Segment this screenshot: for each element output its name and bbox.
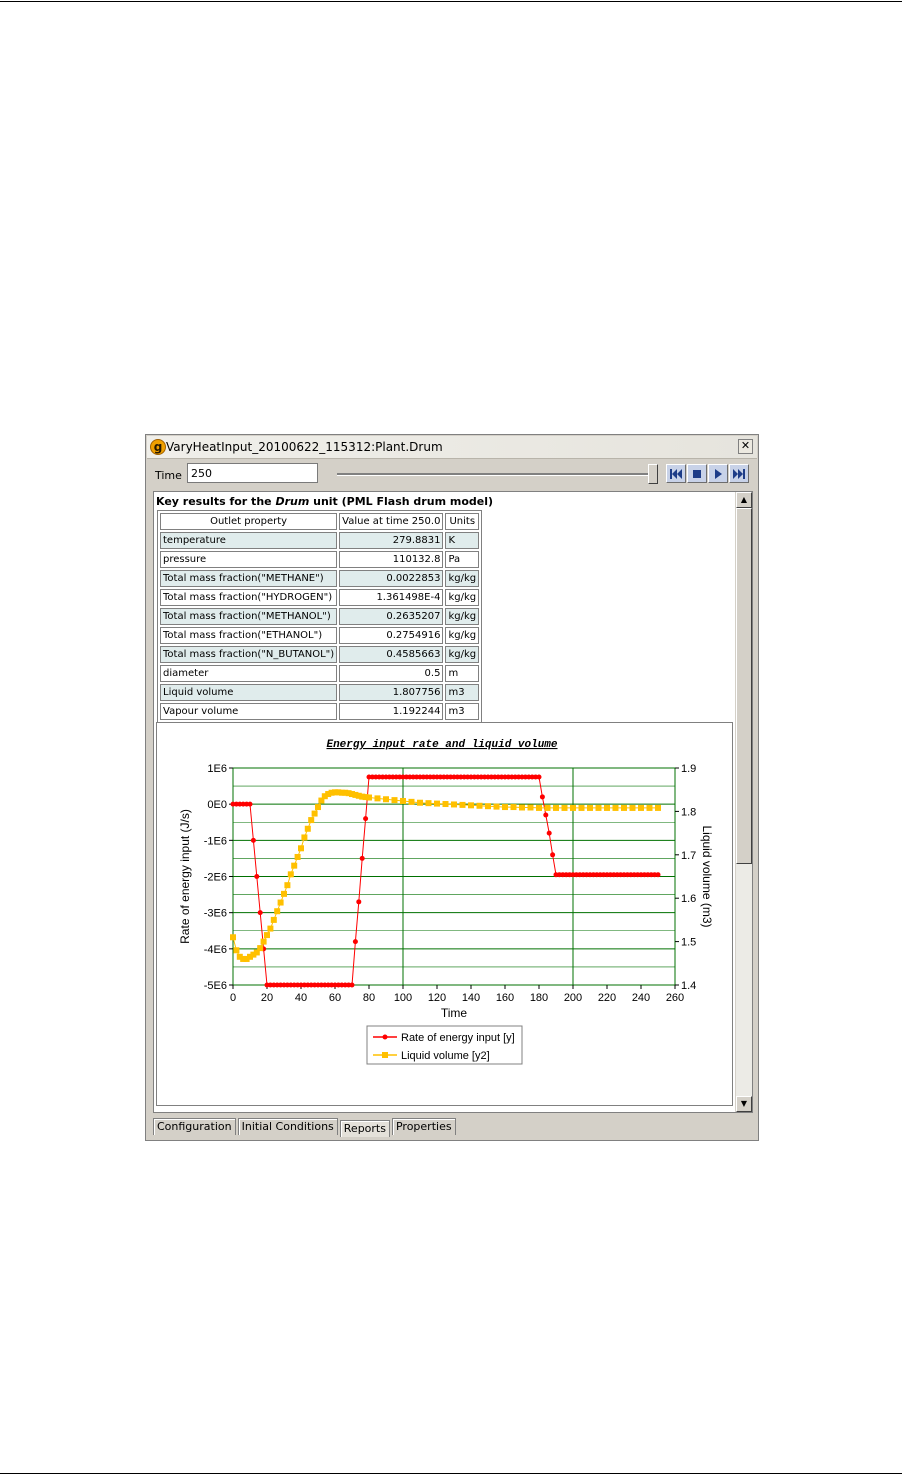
data-point-liquid-volume <box>267 926 273 932</box>
stop-button[interactable] <box>687 464 707 483</box>
value-cell: 1.361498E-4 <box>339 589 443 606</box>
report-heading-unit: Drum <box>275 495 310 508</box>
data-point-liquid-volume <box>570 805 576 811</box>
x-tick-label: 240 <box>631 992 651 1004</box>
y2-tick-label: 1.8 <box>681 806 697 819</box>
data-point-liquid-volume <box>638 805 644 811</box>
x-tick-label: 140 <box>461 992 481 1004</box>
chart-panel <box>156 722 733 1106</box>
data-point-energy-input <box>360 856 365 861</box>
drum-window <box>145 434 759 1141</box>
fast-forward-icon <box>733 469 745 479</box>
legend-entry: Rate of energy input [y] <box>401 1032 515 1044</box>
y-tick-label: 0E0 <box>207 799 227 812</box>
y-tick-label: 1E6 <box>207 763 227 775</box>
legend-entry: Liquid volume [y2] <box>401 1050 490 1062</box>
report-heading-suffix: unit (PML Flash drum model) <box>309 495 494 508</box>
x-tick-label: 260 <box>665 992 685 1004</box>
data-point-liquid-volume <box>434 801 440 807</box>
report-pane[interactable] <box>153 491 753 1113</box>
energy-volume-chart <box>157 723 732 1105</box>
data-point-liquid-volume <box>281 891 287 897</box>
data-point-energy-input <box>258 910 263 915</box>
data-point-liquid-volume <box>562 805 568 811</box>
units-cell: kg/kg <box>445 589 479 606</box>
report-heading-prefix: Key results for the <box>156 495 276 508</box>
data-point-liquid-volume <box>278 900 284 906</box>
y2-axis-label: Liquid volume (m3) <box>700 825 714 928</box>
data-point-energy-input <box>543 813 548 818</box>
page-top-rule <box>0 1 902 2</box>
property-cell: Total mass fraction("METHANE") <box>160 570 337 587</box>
property-cell: Total mass fraction("ETHANOL") <box>160 627 337 644</box>
table-header-row <box>160 513 479 530</box>
time-label: Time <box>155 469 182 482</box>
property-cell: temperature <box>160 532 337 549</box>
value-cell: 0.2754916 <box>339 627 443 644</box>
data-point-energy-input <box>254 874 259 879</box>
column-header: Value at time 250.0 <box>339 513 443 530</box>
units-cell: kg/kg <box>445 570 479 587</box>
x-tick-label: 100 <box>393 992 413 1004</box>
data-point-energy-input <box>363 816 368 821</box>
value-cell: 0.4585663 <box>339 646 443 663</box>
y2-tick-label: 1.9 <box>681 763 697 775</box>
rewind-icon <box>670 469 682 479</box>
data-point-energy-input <box>547 831 552 836</box>
data-point-liquid-volume <box>460 802 466 808</box>
data-point-liquid-volume <box>392 797 398 803</box>
x-tick-label: 180 <box>529 992 549 1004</box>
table-row <box>160 665 479 682</box>
property-cell: Total mass fraction("HYDROGEN") <box>160 589 337 606</box>
data-point-liquid-volume <box>655 805 661 811</box>
data-point-energy-input <box>356 899 361 904</box>
data-point-liquid-volume <box>536 805 542 811</box>
value-cell: 1.807756 <box>339 684 443 701</box>
data-point-liquid-volume <box>494 804 500 810</box>
legend-swatch-marker <box>383 1035 388 1040</box>
data-point-liquid-volume <box>477 803 483 809</box>
data-point-energy-input <box>248 802 253 807</box>
data-point-liquid-volume <box>621 805 627 811</box>
data-point-liquid-volume <box>417 800 423 806</box>
tab-configuration[interactable]: Configuration <box>153 1118 236 1135</box>
data-point-energy-input <box>540 794 545 799</box>
data-point-liquid-volume <box>312 811 318 817</box>
scroll-down-button[interactable]: ▼ <box>736 1096 752 1112</box>
rewind-button[interactable] <box>666 464 686 483</box>
table-row <box>160 627 479 644</box>
tab-reports[interactable]: Reports <box>340 1120 390 1137</box>
x-tick-label: 60 <box>328 992 342 1004</box>
window-title: VaryHeatInput_20100622_115312:Plant.Drum <box>166 440 443 454</box>
data-point-liquid-volume <box>511 804 517 810</box>
units-cell: m3 <box>445 684 479 701</box>
units-cell: Pa <box>445 551 479 568</box>
data-point-liquid-volume <box>468 802 474 808</box>
scroll-thumb[interactable] <box>736 508 752 864</box>
results-table <box>157 510 482 723</box>
table-row <box>160 532 479 549</box>
tab-properties[interactable]: Properties <box>392 1118 456 1135</box>
play-icon <box>713 469 723 479</box>
table-row <box>160 684 479 701</box>
data-point-energy-input <box>550 852 555 857</box>
data-point-liquid-volume <box>366 795 372 801</box>
units-cell: m <box>445 665 479 682</box>
data-point-liquid-volume <box>630 805 636 811</box>
table-row <box>160 703 479 720</box>
playback-controls <box>666 464 750 483</box>
data-point-liquid-volume <box>519 804 525 810</box>
data-point-energy-input <box>537 775 542 780</box>
data-point-liquid-volume <box>502 804 508 810</box>
data-point-liquid-volume <box>400 798 406 804</box>
table-row <box>160 551 479 568</box>
time-slider-thumb[interactable] <box>648 464 658 484</box>
property-cell: Vapour volume <box>160 703 337 720</box>
table-row <box>160 608 479 625</box>
y-tick-label: -5E6 <box>203 980 227 992</box>
data-point-energy-input <box>353 939 358 944</box>
column-header: Units <box>445 513 479 530</box>
data-point-energy-input <box>251 838 256 843</box>
units-cell: kg/kg <box>445 608 479 625</box>
data-point-liquid-volume <box>383 796 389 802</box>
value-cell: 0.0022853 <box>339 570 443 587</box>
units-cell: K <box>445 532 479 549</box>
data-point-liquid-volume <box>451 801 457 807</box>
y2-tick-label: 1.7 <box>681 849 697 862</box>
title-bar[interactable] <box>147 436 757 459</box>
x-tick-label: 200 <box>563 992 583 1004</box>
property-cell: Total mass fraction("N_BUTANOL") <box>160 646 337 663</box>
value-cell: 1.192244 <box>339 703 443 720</box>
data-point-energy-input <box>656 872 661 877</box>
table-row <box>160 589 479 606</box>
property-cell: Total mass fraction("METHANOL") <box>160 608 337 625</box>
data-point-liquid-volume <box>271 917 277 923</box>
x-tick-label: 40 <box>294 992 308 1004</box>
data-point-liquid-volume <box>596 805 602 811</box>
tab-initial-conditions[interactable]: Initial Conditions <box>238 1118 338 1135</box>
play-button[interactable] <box>708 464 728 483</box>
data-point-liquid-volume <box>443 801 449 807</box>
y-tick-label: -3E6 <box>203 907 227 920</box>
column-header: Outlet property <box>160 513 337 530</box>
tab-bar <box>153 1118 458 1136</box>
data-point-liquid-volume <box>308 817 314 823</box>
data-point-liquid-volume <box>604 805 610 811</box>
y2-tick-label: 1.4 <box>681 980 697 992</box>
data-point-liquid-volume <box>528 804 534 810</box>
fast-forward-button[interactable] <box>729 464 749 483</box>
data-point-liquid-volume <box>587 805 593 811</box>
x-tick-label: 120 <box>427 992 447 1004</box>
data-point-liquid-volume <box>257 945 263 951</box>
x-axis-label: Time <box>440 1006 468 1020</box>
units-cell: kg/kg <box>445 627 479 644</box>
data-point-liquid-volume <box>291 863 297 869</box>
data-point-liquid-volume <box>230 934 236 940</box>
scroll-up-button[interactable]: ▲ <box>736 492 752 508</box>
data-point-liquid-volume <box>613 805 619 811</box>
stop-icon <box>692 469 702 479</box>
x-tick-label: 220 <box>597 992 617 1004</box>
vertical-scrollbar[interactable] <box>735 492 752 1112</box>
data-point-liquid-volume <box>305 826 311 832</box>
data-point-liquid-volume <box>553 805 559 811</box>
data-point-liquid-volume <box>233 947 239 953</box>
data-point-energy-input <box>350 983 355 988</box>
data-point-liquid-volume <box>261 939 267 945</box>
data-point-liquid-volume <box>579 805 585 811</box>
chart-title: Energy input rate and liquid volume <box>326 739 558 751</box>
page-bottom-rule <box>0 1473 902 1474</box>
data-point-liquid-volume <box>375 795 381 801</box>
data-point-liquid-volume <box>426 800 432 806</box>
value-cell: 110132.8 <box>339 551 443 568</box>
value-cell: 0.2635207 <box>339 608 443 625</box>
legend-swatch-marker <box>382 1052 388 1058</box>
data-point-liquid-volume <box>315 804 321 810</box>
close-button[interactable]: ✕ <box>738 439 753 454</box>
value-cell: 279.8831 <box>339 532 443 549</box>
y2-tick-label: 1.6 <box>681 893 697 906</box>
data-point-liquid-volume <box>284 882 290 888</box>
app-logo-icon: g <box>150 439 166 455</box>
table-row <box>160 646 479 663</box>
x-tick-label: 80 <box>362 992 376 1004</box>
data-point-liquid-volume <box>647 805 653 811</box>
data-point-liquid-volume <box>545 805 551 811</box>
x-tick-label: 20 <box>260 992 274 1004</box>
data-point-liquid-volume <box>288 871 294 877</box>
y-axis-label: Rate of energy input (J/s) <box>178 809 192 944</box>
data-point-liquid-volume <box>295 854 301 860</box>
time-slider-track[interactable] <box>337 473 650 476</box>
value-cell: 0.5 <box>339 665 443 682</box>
data-point-liquid-volume <box>274 908 280 914</box>
units-cell: m3 <box>445 703 479 720</box>
x-tick-label: 0 <box>229 992 237 1004</box>
y-tick-label: -4E6 <box>203 943 227 956</box>
property-cell: pressure <box>160 551 337 568</box>
table-row <box>160 570 479 587</box>
data-point-liquid-volume <box>485 803 491 809</box>
data-point-liquid-volume <box>301 834 307 840</box>
y-tick-label: -1E6 <box>203 835 227 848</box>
x-tick-label: 160 <box>495 992 515 1004</box>
time-input[interactable] <box>187 463 318 483</box>
y-tick-label: -2E6 <box>203 871 227 884</box>
report-heading <box>156 495 493 508</box>
units-cell: kg/kg <box>445 646 479 663</box>
data-point-liquid-volume <box>264 932 270 938</box>
property-cell: Liquid volume <box>160 684 337 701</box>
y2-tick-label: 1.5 <box>681 936 697 949</box>
property-cell: diameter <box>160 665 337 682</box>
data-point-liquid-volume <box>409 799 415 805</box>
data-point-liquid-volume <box>298 845 304 851</box>
